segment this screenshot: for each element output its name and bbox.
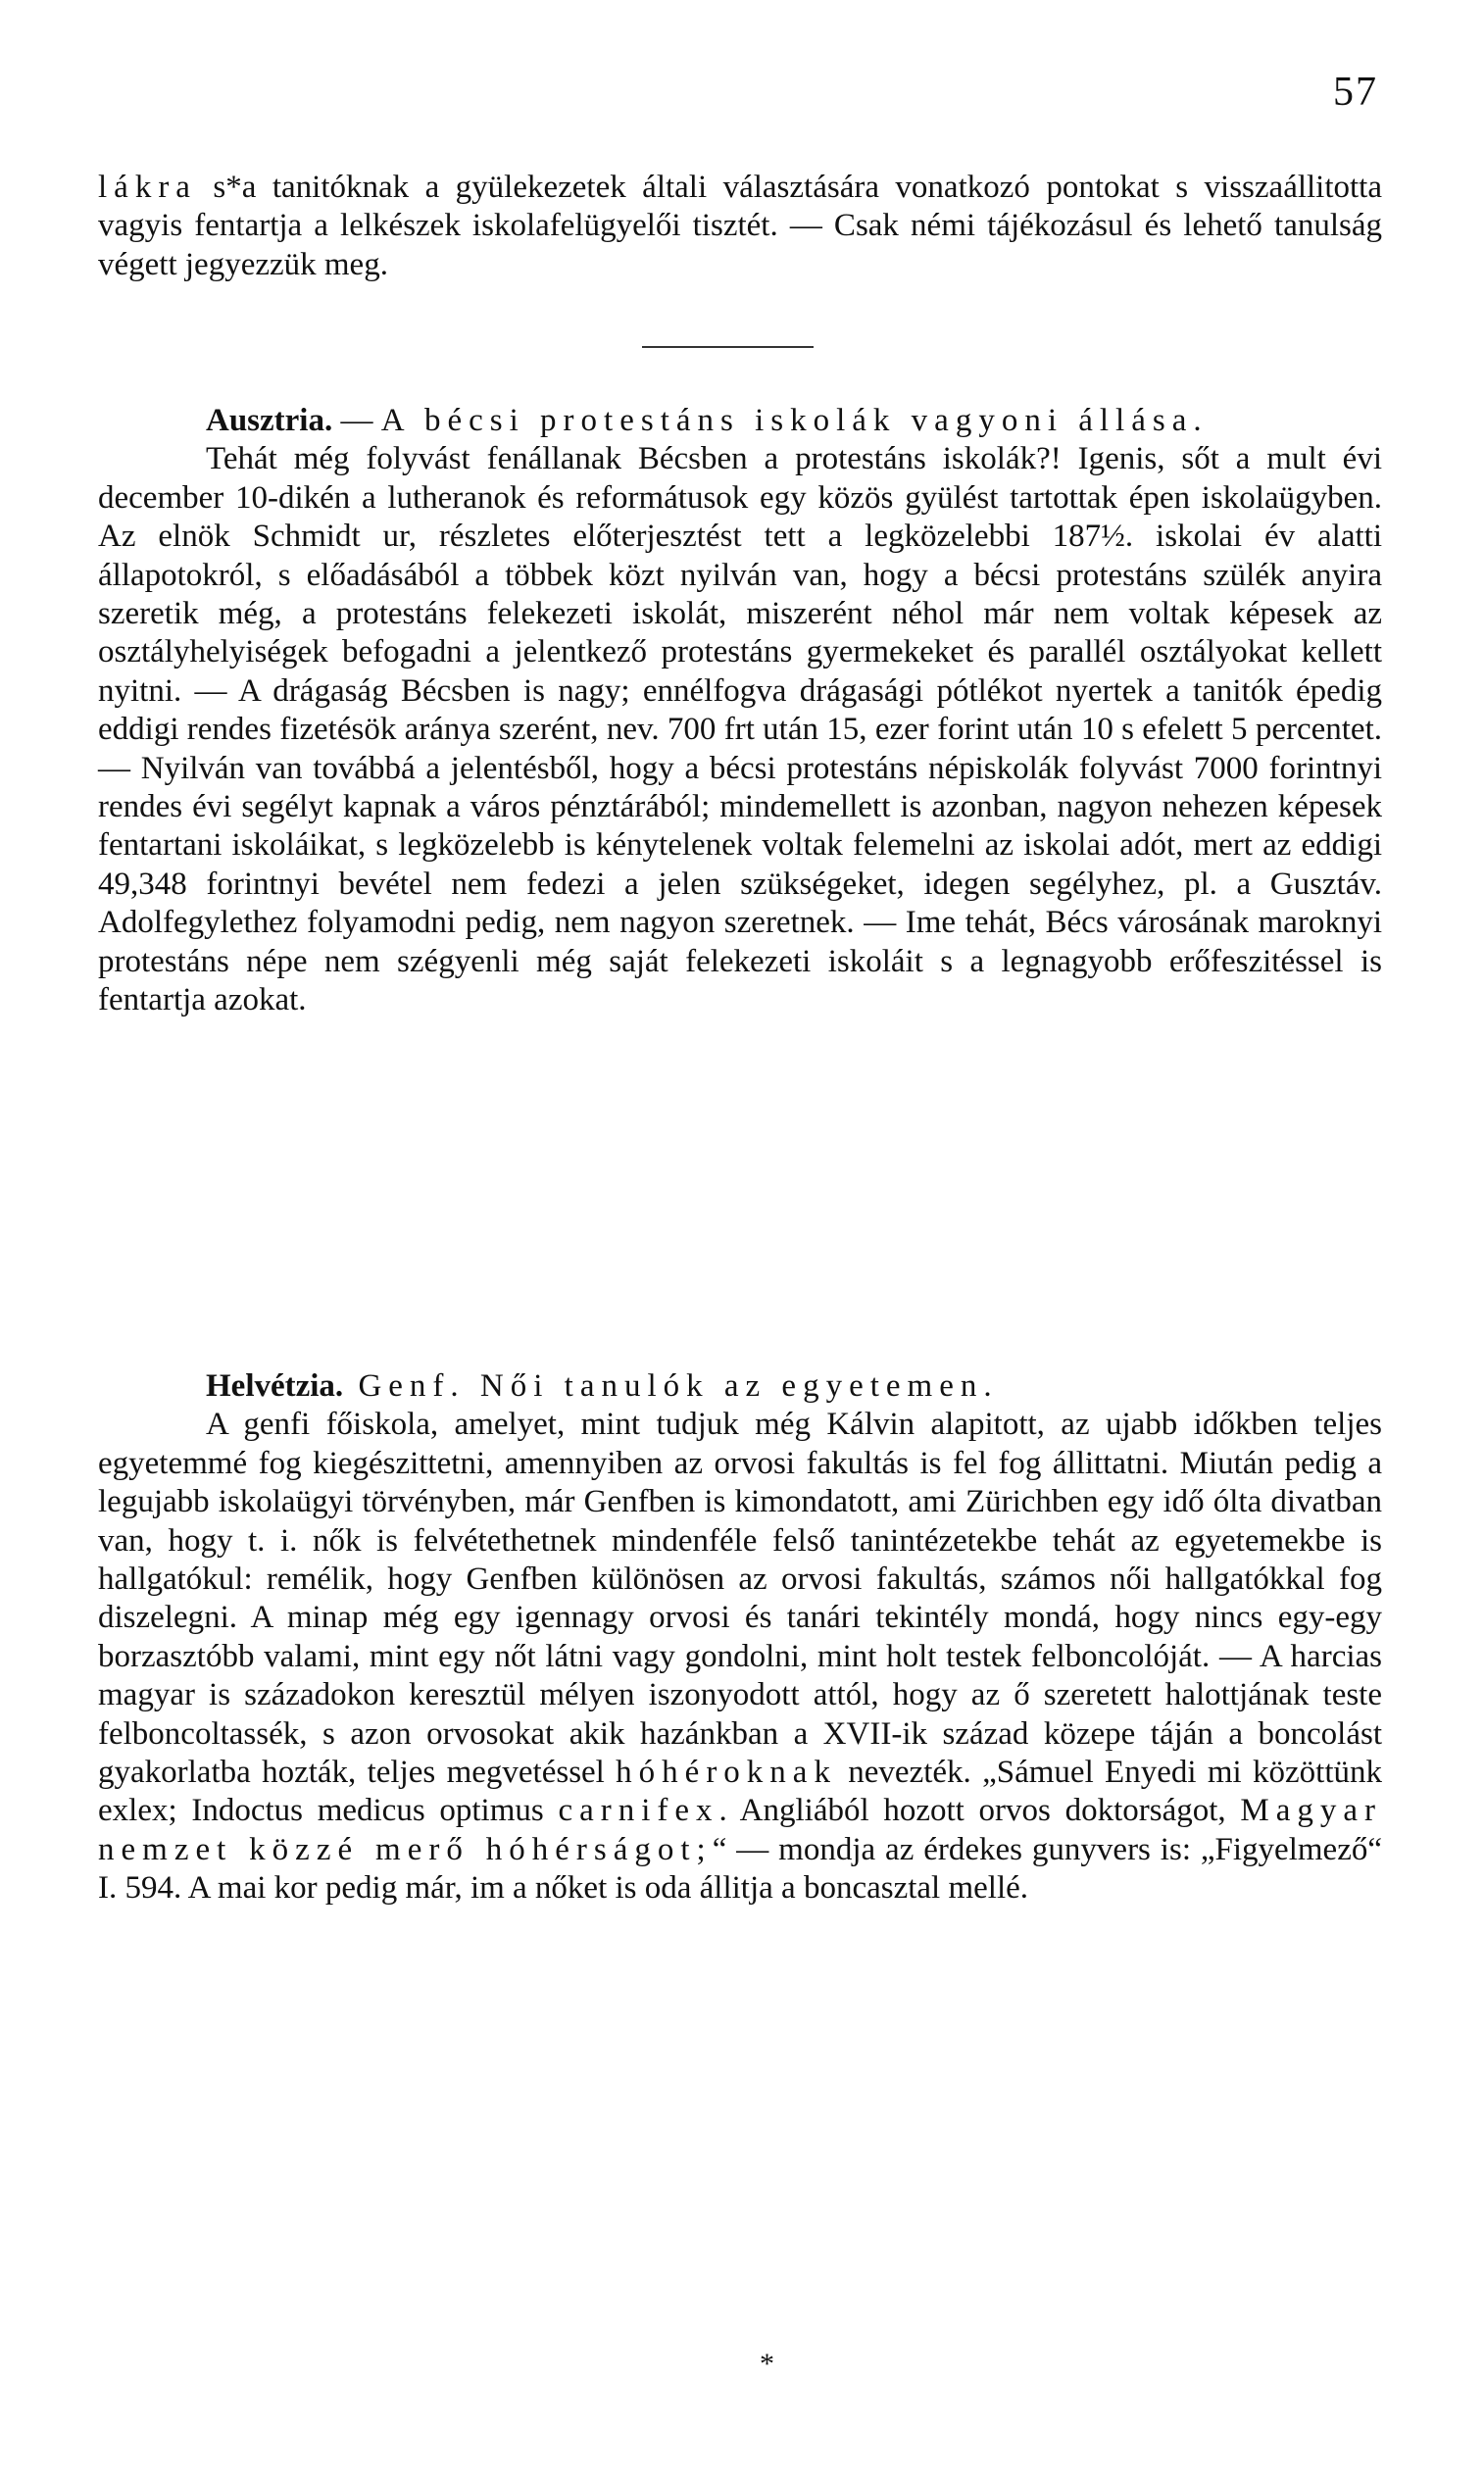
section-divider — [642, 346, 814, 348]
helvetia-body-1: A genfi főiskola, amelyet, mint tudjuk még Kálvin alapitott, az ujabb időkben teljes egyetemmé fog kiegészittetni, amennyiben az orvosi fakultás is fel fog állittatni. Miután pedig a legujabb iskolaügyi törvényben, már Genfben is kimondatott, ami Zürichben egy idő ólta divatban van, hogy t. i. nők is felvétethetnek mindenféle felső tanintézetekbe tehát az egyetemekbe is hallgatókul: remélik, hogy Genfben különösen az orvosi fakultás, számos női hallgatókkal fog diszelegni. A minap még egy igennagy orvosi és tanári tekintély mondá, hogy nincs egy-egy borzasztóbb valami, mint egy nőt látni vagy gondolni, mint holt testek felboncolóját. — A harcias magyar is századokon keresztül mélyen iszonyodott attól, hogy az ő szeretett halottjának teste felboncoltassék, s azon orvosokat akik hazánkban a XVII-ik század közepe táján a boncolást gyakorlatba hozták, teljes megvetéssel — [98, 1407, 1382, 1791]
austria-body: Tehát még folyvást fenállanak Bécsben a protestáns iskolák?! Igenis, sőt a mult évi december 10-dikén a lutheranok és reformátusok egy közös gyülést tartottak épen iskolaügyben. Az elnök Schmidt ur, részletes előterjesztést tett a legközelebbi 187½. iskolai év alatti állapotokról, s előadásából a többek közt nyilván van, hogy a bécsi protestáns szülék anyira szeretik még, a protestáns felekezeti iskolát, miszerént néhol már nem voltak képesek az osztályhelyiségek befogadni a jelentkező protestáns gyermekeket és parallél osztályokat kellett nyitni. — A drágaság Bécsben is nagy; ennélfogva drágasági pótlékot nyertek a tanitók épedig eddigi rendes fizetésök aránya szerént, nev. 700 frt után 15, ezer forint után 10 s efelett 5 percentet. — Nyilván van továbbá a jelentésből, hogy a bécsi protestáns népiskolák folyvást 7000 forintnyi rendes évi segélyt kapnak a város pénztárából; mindemellett is azonban, nagyon nehezen képesek fentartani iskoláikat, s legközelebb is kénytelenek voltak felemelni az iskolai adót, mert az eddigi 49,348 forintnyi bevétel nem fedezi a jelen szükségeket, idegen segélyhez, pl. a Gusztáv. Adolfegylethez folyamodni pedig, nem nagyon szeretnek. — Ime tehát, Bécs városának maroknyi protestáns népe nem szégyenli még saját felekezeti iskoláit s a legnagyobb erőfeszitéssel is fentartja azokat. — [98, 441, 1382, 1018]
helvetia-body-4: “ — mondja az érdekes gunyvers is: „Figyelmező“ I. 594. A mai kor pedig már, im a nőket is oda állitja a boncasztal mellé. — [98, 1831, 1382, 1907]
intro-paragraph — [98, 169, 1382, 284]
austria-heading: Ausztria. — [206, 403, 333, 438]
section-helvetia — [98, 1367, 1382, 1909]
intro-block — [98, 169, 1382, 284]
helvetia-spaced-2: carnifex — [558, 1793, 719, 1829]
austria-title: A bécsi protestáns iskolák vagyoni állása. — [380, 403, 1209, 438]
section-austria — [98, 402, 1382, 1020]
intro-text: s*a tanitóknak a gyülekezetek általi választására vonatkozó pontokat s visszaállitotta vagyis fentartja a lelkészek iskolafelügyelői tisztét. — Csak némi tájékozásul és lehető tanulság végett jegyezzük meg. — [98, 170, 1382, 282]
austria-heading-line — [98, 402, 1382, 440]
helvetia-body-2: nevezték. „Sámuel Enyedi mi közöttünk exlex; Indoctus medicus optimus — [98, 1755, 1382, 1829]
page-number: 57 — [1333, 70, 1378, 115]
helvetia-title: Női tanulók az egyetemen. — [465, 1368, 999, 1404]
helvetia-body — [98, 1406, 1382, 1908]
austria-dash: — — [332, 403, 381, 438]
helvetia-spaced-1: hóhéroknak — [616, 1755, 837, 1791]
helvetia-body-3: . Angliából hozott orvos doktorságot, — [718, 1793, 1241, 1829]
helvetia-spaced-3: Magyar nemzet közzé merő hóhérságot; — [98, 1793, 1382, 1867]
intro-lead: lákra — [98, 170, 197, 205]
helvetia-heading: Helvétzia. — [206, 1368, 344, 1404]
helvetia-heading-line — [98, 1367, 1382, 1406]
helvetia-place: Genf. — [343, 1368, 466, 1404]
bottom-mark: * — [760, 2348, 774, 2380]
